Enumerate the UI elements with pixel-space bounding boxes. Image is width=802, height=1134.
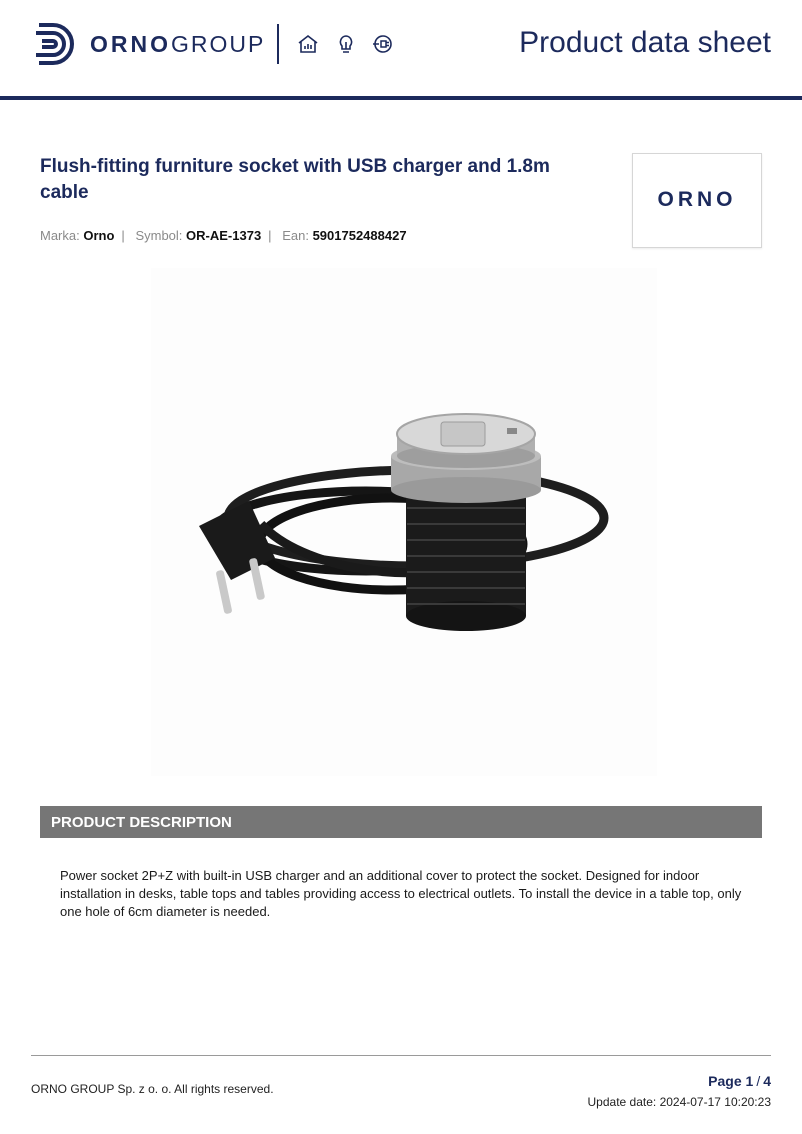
copyright-text: ORNO GROUP Sp. z o. o. All rights reserved.: [31, 1082, 274, 1096]
symbol-value: OR-AE-1373: [186, 228, 262, 243]
lightbulb-icon: [334, 32, 358, 56]
header-divider: [277, 24, 279, 64]
update-value: 2024-07-17 10:20:23: [659, 1095, 771, 1109]
smart-home-icon: [296, 32, 320, 56]
page-total: 4: [763, 1073, 771, 1089]
brand-logo: ORNO: [632, 153, 762, 248]
furniture-socket-illustration: [151, 268, 657, 776]
page-number: Page 1 / 4: [708, 1073, 771, 1089]
product-image: [151, 268, 657, 776]
sheet-title: Product data sheet: [519, 26, 771, 59]
footer-rule: [31, 1055, 771, 1056]
product-description: Power socket 2P+Z with built-in USB charger and an additional cover to protect the socket. Designed for indoor installation in desks, table tops and tables providing access to electrical outlets. To install the device in a table top, only one hole of 6cm diameter is needed.: [60, 868, 742, 919]
ean-value: 5901752488427: [312, 228, 407, 243]
symbol-label: Symbol:: [135, 228, 183, 243]
page-current: 1: [745, 1073, 754, 1089]
orno-logo-icon: [33, 22, 77, 66]
update-date: Update date: 2024-07-17 10:20:23: [587, 1095, 771, 1109]
section-heading: PRODUCT DESCRIPTION: [51, 814, 232, 831]
product-meta: Marka: Orno | Symbol: OR-AE-1373 | Ean: 5901752488427: [40, 228, 407, 243]
brand-label: Marka:: [40, 228, 80, 243]
company-logo-text: ORNOGROUP: [90, 31, 266, 57]
brand-value: Orno: [83, 228, 115, 243]
header-rule: [0, 96, 802, 100]
ean-label: Ean:: [282, 228, 309, 243]
section-heading-bar: [40, 806, 762, 838]
product-title: Flush-fitting furniture socket with USB charger and 1.8m cable: [40, 156, 550, 203]
page-header: [0, 0, 802, 100]
electrical-plug-icon: [371, 32, 395, 56]
